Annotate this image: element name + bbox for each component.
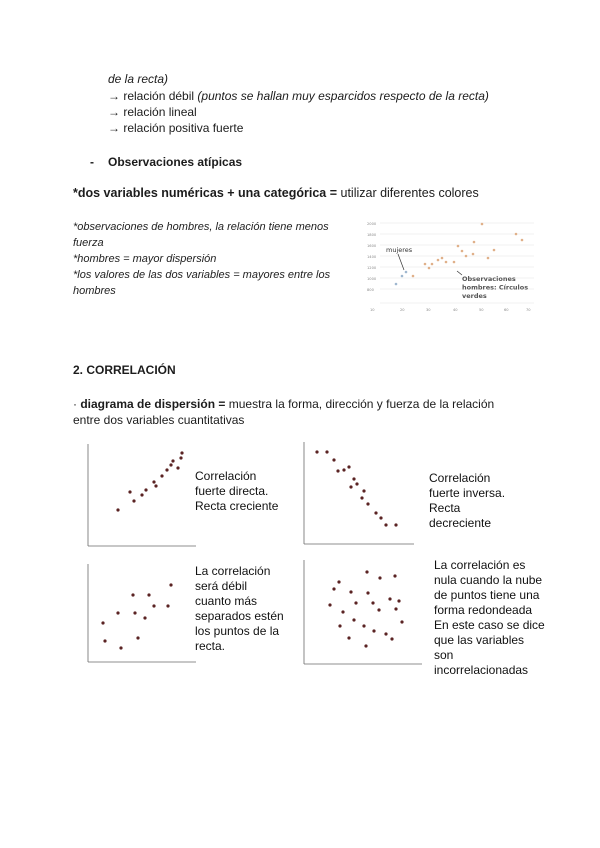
inset-ytick: 1800 <box>367 233 377 237</box>
panel-strong-direct-line-2: fuerte directa. <box>195 484 269 498</box>
scatter-dot <box>352 618 355 621</box>
scatter-dot <box>325 450 328 453</box>
scatter-dot <box>332 458 335 461</box>
panel-weak-line-2: será débil <box>195 579 248 593</box>
scatter-dot <box>347 636 350 639</box>
scatter-dot <box>366 502 369 505</box>
inset-ytick: 1400 <box>367 255 377 259</box>
scatter-dot <box>364 644 367 647</box>
note-line-2: fuerza <box>73 237 104 249</box>
scatter-dot <box>169 463 172 466</box>
dispersion-rest: muestra la forma, dirección y fuerza de la relación <box>225 397 495 411</box>
scatter-dot <box>366 591 369 594</box>
note-line-5: hombres <box>73 285 116 297</box>
inset-dot <box>493 249 496 252</box>
scatter-dot <box>119 646 122 649</box>
inset-xtick: 40 <box>453 308 458 312</box>
panel-strong-inverse-line-2: fuerte inversa. <box>429 486 506 500</box>
inset-scatter-svg <box>366 218 536 314</box>
inset-dot <box>437 259 440 262</box>
inset-xtick: 30 <box>426 308 431 312</box>
scatter-dot <box>354 601 357 604</box>
inset-xtick: 60 <box>504 308 509 312</box>
arrow-icon: → <box>108 89 120 103</box>
scatter-dot <box>379 516 382 519</box>
inset-dot <box>431 263 434 266</box>
list-item-text: relación débil <box>123 89 195 103</box>
scatter-dot <box>362 624 365 627</box>
scatter-dot <box>154 484 157 487</box>
scatter-dot <box>116 611 119 614</box>
scatter-dot <box>315 450 318 453</box>
scatter-dot <box>384 632 387 635</box>
inset-dot <box>395 283 398 286</box>
scatter-dot <box>169 583 172 586</box>
scatter-dot <box>143 616 146 619</box>
inset-dot <box>473 241 476 244</box>
scatter-dot <box>336 469 339 472</box>
inset-xtick: 20 <box>400 308 405 312</box>
scatter-dot <box>116 508 119 511</box>
scatter-dot <box>140 493 143 496</box>
scatter-dot <box>152 480 155 483</box>
categorical-line <box>73 185 479 201</box>
scatter-dot <box>328 603 331 606</box>
inset-label-obs-1: Observaciones <box>462 275 516 283</box>
list-item-positive <box>108 120 243 136</box>
inset-label-obs-3: verdes <box>462 292 487 300</box>
inset-xtick: 50 <box>479 308 484 312</box>
scatter-dot <box>388 597 391 600</box>
scatter-null <box>296 556 426 670</box>
inset-scatter-chart <box>366 218 536 314</box>
scatter-dot <box>390 637 393 640</box>
inset-ytick: 1600 <box>367 244 377 248</box>
categorical-rest: utilizar diferentes colores <box>337 186 479 200</box>
scatter-dot <box>179 456 182 459</box>
list-item-linear <box>108 104 197 120</box>
scatter-dot <box>393 574 396 577</box>
scatter-dot <box>147 593 150 596</box>
scatter-dot <box>397 599 400 602</box>
list-item-text: relación lineal <box>123 105 197 119</box>
inset-label-mujeres: mujeres <box>386 246 413 254</box>
inset-dot <box>461 250 464 253</box>
arrow-icon: → <box>108 105 120 119</box>
panel-null-line-4: forma redondeada <box>434 603 533 617</box>
scatter-dot <box>132 499 135 502</box>
scatter-dot <box>103 639 106 642</box>
inset-dot <box>428 267 431 270</box>
scatter-weak <box>78 558 198 670</box>
scatter-dot <box>374 511 377 514</box>
panel-strong-inverse <box>296 438 526 552</box>
panel-weak-line-4: separados estén <box>195 609 284 623</box>
scatter-dot <box>131 593 134 596</box>
scatter-dot <box>166 604 169 607</box>
panel-null-line-5: En este caso se dice <box>434 618 545 632</box>
scatter-dot <box>160 474 163 477</box>
panel-null-line-3: de puntos tiene una <box>434 588 540 602</box>
scatter-dot <box>136 636 139 639</box>
scatter-dot <box>337 580 340 583</box>
inset-ytick: 1000 <box>367 277 377 281</box>
inset-dot <box>445 261 448 264</box>
categorical-bold: *dos variables numéricas + una categórica = <box>73 186 338 200</box>
scatter-strong-inverse <box>296 438 416 552</box>
inset-ytick: 800 <box>367 288 374 292</box>
panel-strong-direct <box>78 438 288 552</box>
inset-dot <box>412 275 415 278</box>
inset-dot <box>424 263 427 266</box>
scatter-dot <box>144 488 147 491</box>
inset-ytick: 2000 <box>367 222 377 226</box>
panel-weak-line-6: recta. <box>195 639 226 653</box>
panel-null <box>296 556 546 677</box>
inset-dot <box>472 253 475 256</box>
panel-strong-inverse-line-1: Correlación <box>429 471 491 485</box>
panel-null-line-7: incorrelacionadas <box>434 663 529 677</box>
panel-strong-direct-line-1: Correlación <box>195 469 257 483</box>
scatter-dot <box>180 451 183 454</box>
inset-dot <box>401 275 404 278</box>
inset-dot <box>405 271 408 274</box>
arrow-icon: → <box>108 121 120 135</box>
scatter-dot <box>332 587 335 590</box>
scatter-dot <box>101 621 104 624</box>
scatter-dot <box>362 489 365 492</box>
scatter-dot <box>349 485 352 488</box>
scatter-dot <box>378 576 381 579</box>
list-item-weak <box>108 88 489 104</box>
panel-null-line-1: La correlación es <box>434 558 526 572</box>
scatter-dot <box>338 624 341 627</box>
inset-xtick: 70 <box>526 308 531 312</box>
scatter-dot <box>342 468 345 471</box>
inset-dot <box>465 255 468 258</box>
panel-weak-line-3: cuanto más <box>195 594 258 608</box>
inset-label-obs-2: hombres: Círculos <box>462 283 529 292</box>
scatter-dot <box>371 601 374 604</box>
dispersion-bullet: · <box>73 397 77 411</box>
outliers-bullet: - <box>90 155 94 169</box>
panel-null-line-2: nula cuando la nube <box>434 573 543 587</box>
dispersion-line-1 <box>73 396 494 412</box>
inset-dot <box>515 233 518 236</box>
scatter-dot <box>377 608 380 611</box>
dispersion-line-2: entre dos variables cuantitativas <box>73 413 245 427</box>
inset-dot <box>487 257 490 260</box>
list-item-text: relación positiva fuerte <box>123 121 244 135</box>
panel-strong-inverse-line-3: Recta <box>429 501 461 515</box>
note-line-3: *hombres = mayor dispersión <box>73 253 217 265</box>
scatter-dot <box>394 523 397 526</box>
scatter-dot <box>165 468 168 471</box>
inset-dot <box>441 257 444 260</box>
scatter-dot <box>400 620 403 623</box>
list-item-note: (puntos se hallan muy esparcidos respecto de la recta) <box>194 89 489 103</box>
scatter-dot <box>176 466 179 469</box>
inset-xtick: 10 <box>370 308 375 312</box>
scatter-dot <box>372 629 375 632</box>
scatter-dot <box>128 490 131 493</box>
scatter-dot <box>352 477 355 480</box>
panel-strong-direct-line-3: Recta creciente <box>195 499 279 513</box>
inset-dot <box>481 223 484 226</box>
inset-dot <box>457 245 460 248</box>
panel-weak-line-5: los puntos de la <box>195 624 280 638</box>
scatter-dot <box>365 570 368 573</box>
note-line-1: *observaciones de hombres, la relación tiene menos <box>73 221 329 233</box>
scatter-dot <box>394 607 397 610</box>
panel-weak <box>78 558 293 670</box>
inset-ytick: 1200 <box>367 266 377 270</box>
scatter-dot <box>341 610 344 613</box>
scatter-dot <box>384 523 387 526</box>
panel-weak-line-1: La correlación <box>195 564 271 578</box>
scatter-dot <box>133 611 136 614</box>
scatter-dot <box>355 482 358 485</box>
dispersion-bold: diagrama de dispersión = <box>80 397 226 411</box>
inset-dot <box>521 239 524 242</box>
scatter-dot <box>171 459 174 462</box>
inset-dot <box>453 261 456 264</box>
note-line-4: *los valores de las dos variables = mayores entre los <box>73 269 331 281</box>
scatter-strong-direct <box>78 438 198 552</box>
section-title: 2. CORRELACIÓN <box>73 363 176 377</box>
list-continuation: de la recta) <box>108 72 169 86</box>
scatter-dot <box>347 465 350 468</box>
scatter-dot <box>152 604 155 607</box>
panel-strong-inverse-line-4: decreciente <box>429 516 492 530</box>
scatter-dot <box>360 496 363 499</box>
outliers-heading: Observaciones atípicas <box>108 155 243 169</box>
scatter-dot <box>349 590 352 593</box>
panel-null-line-6: que las variables son <box>434 633 525 662</box>
